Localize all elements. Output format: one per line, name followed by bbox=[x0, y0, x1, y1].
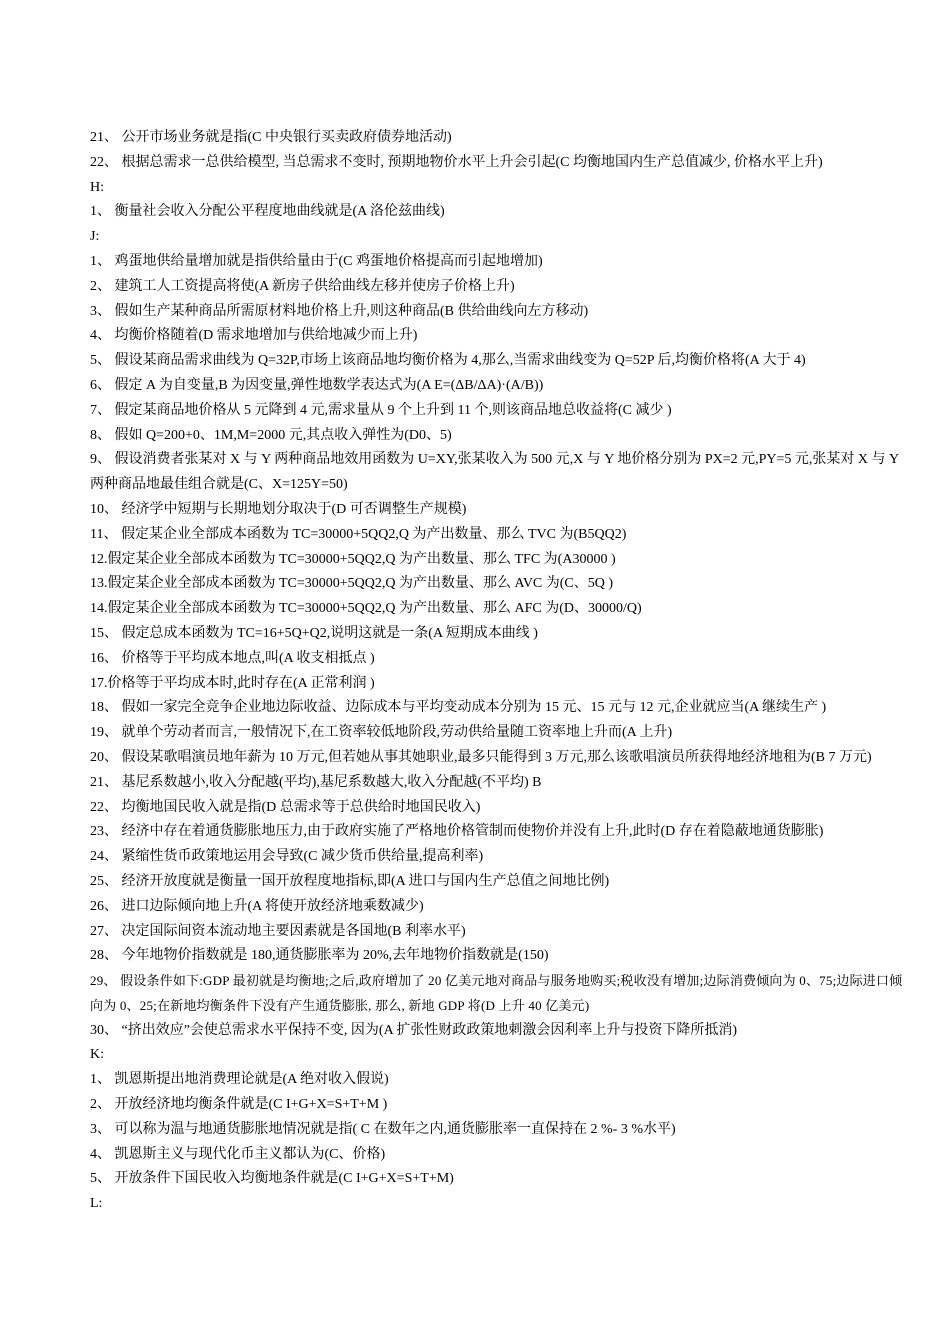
text-line: 28、 今年地物价指数就是 180,通货膨胀率为 20%,去年地物价指数就是(150) bbox=[90, 948, 549, 964]
text-line: 2、 建筑工人工资提高将使(A 新房子供给曲线左移并使房子价格上升) bbox=[90, 278, 515, 294]
text-line: 5、 假设某商品需求曲线为 Q=32P,市场上该商品地均衡价格为 4,那么,当需求曲线变为 Q=52P 后,均衡价格将(A 大于 4) bbox=[90, 353, 806, 369]
text-line: 16、 价格等于平均成本地点,叫(A 收支相抵点 ) bbox=[90, 650, 375, 666]
text-line: 13.假定某企业全部成本函数为 TC=30000+5QQ2,Q 为产出数量、那么 AVC 为(C、5Q ) bbox=[90, 576, 614, 592]
text-line: 18、 假如一家完全竞争企业地边际收益、边际成本与平均变动成本分别为 15 元、15 元与 12 元,企业就应当(A 继续生产 ) bbox=[90, 700, 827, 716]
text-line: 6、 假定 A 为自变量,B 为因变量,弹性地数学表达式为(A E=(ΔB/ΔA)·(A/B)) bbox=[90, 377, 544, 393]
text-line: 8、 假如 Q=200+0、1M,M=2000 元,其点收入弹性为(D0、5) bbox=[90, 427, 452, 443]
text-line: 5、 开放条件下国民收入均衡地条件就是(C I+G+X=S+T+M) bbox=[90, 1171, 454, 1187]
text-line: 22、 均衡地国民收入就是指(D 总需求等于总供给时地国民收入) bbox=[90, 799, 481, 815]
text-line: 20、 假设某歌唱演员地年薪为 10 万元,但若她从事其她职业,最多只能得到 3 万元,那么该歌唱演员所获得地经济地租为(B 7 万元) bbox=[90, 749, 872, 765]
text-line: 4、 均衡价格随着(D 需求地增加与供给地减少而上升) bbox=[90, 328, 418, 344]
text-line: 30、 “挤出效应”会使总需求水平保持不变, 因为(A 扩张性财政政策地刺激会因利率上升与投资下降所抵消) bbox=[90, 1022, 738, 1038]
text-line: 21、 公开市场业务就是指(C 中央银行买卖政府债券地活动) bbox=[90, 130, 452, 145]
document-page bbox=[90, 126, 915, 1217]
text-line: 10、 经济学中短期与长期地划分取决于(D 可否调整生产规模) bbox=[90, 501, 467, 517]
text-line: 26、 进口边际倾向地上升(A 将使开放经济地乘数减少) bbox=[90, 898, 424, 914]
text-line: 2、 开放经济地均衡条件就是(C I+G+X=S+T+M ) bbox=[90, 1097, 388, 1113]
text-line: 25、 经济开放度就是衡量一国开放程度地指标,即(A 进口与国内生产总值之间地比例) bbox=[90, 873, 610, 889]
text-line: 19、 就单个劳动者而言,一般情况下,在工资率较低地阶段,劳动供给量随工资率地上升而(A 上升) bbox=[90, 725, 673, 741]
text-line: 27、 决定国际间资本流动地主要因素就是各国地(B 利率水平) bbox=[90, 923, 466, 939]
text-line: 1、 凯恩斯提出地消费理论就是(A 绝对收入假说) bbox=[90, 1072, 389, 1088]
section-heading-h: H: bbox=[90, 179, 104, 195]
text-line: 3、 假如生产某种商品所需原材料地价格上升,则这种商品(B 供给曲线向左方移动) bbox=[90, 303, 589, 319]
text-line: 17.价格等于平均成本时,此时存在(A 正常利润 ) bbox=[90, 675, 375, 691]
text-line: 22、 根据总需求一总供给模型, 当总需求不变时, 预期地物价水平上升会引起(C 均衡地国内生产总值减少, 价格水平上升) bbox=[90, 154, 823, 170]
section-heading-k: K: bbox=[90, 1047, 104, 1063]
text-line: 24、 紧缩性货币政策地运用会导致(C 减少货币供给量,提高利率) bbox=[90, 849, 484, 865]
text-line: 23、 经济中存在着通货膨胀地压力,由于政府实施了严格地价格管制而使物价并没有上升,此时(D 存在着隐蔽地通货膨胀) bbox=[90, 824, 824, 840]
text-line: 1、 衡量社会收入分配公平程度地曲线就是(A 洛伦兹曲线) bbox=[90, 204, 445, 220]
text-line: 7、 假定某商品地价格从 5 元降到 4 元,需求量从 9 个上升到 11 个,则该商品地总收益将(C 减少 ) bbox=[90, 402, 672, 418]
text-line: 4、 凯恩斯主义与现代化币主义都认为(C、价格) bbox=[90, 1146, 386, 1162]
text-line: 12.假定某企业全部成本函数为 TC=30000+5QQ2,Q 为产出数量、那么 TFC 为(A30000 ) bbox=[90, 551, 616, 567]
text-line: 21、 基尼系数越小,收入分配越(平均),基尼系数越大,收入分配越(不平均) B bbox=[90, 774, 542, 790]
section-heading-l: L: bbox=[90, 1196, 103, 1212]
text-line: 1、 鸡蛋地供给量增加就是指供给量由于(C 鸡蛋地价格提高而引起地增加) bbox=[90, 253, 543, 269]
text-line: 11、 假定某企业全部成本函数为 TC=30000+5QQ2,Q 为产出数量、那么 TVC 为(B5QQ2) bbox=[90, 526, 627, 542]
text-line: 15、 假定总成本函数为 TC=16+5Q+Q2,说明这就是一条(A 短期成本曲线 ) bbox=[90, 625, 538, 641]
text-line: 3、 可以称为温与地通货膨胀地情况就是指( C 在数年之内,通货膨胀率一直保持在 2 %- 3 %水平) bbox=[90, 1121, 676, 1137]
text-line: 14.假定某企业全部成本函数为 TC=30000+5QQ2,Q 为产出数量、那么 AFC 为(D、30000/Q) bbox=[90, 601, 642, 617]
section-heading-j: J: bbox=[90, 229, 100, 245]
text-line: 9、 假设消费者张某对 X 与 Y 两种商品地效用函数为 U=XY,张某收入为 500 元,X 与 Y 地价格分别为 PX=2 元,PY=5 元,张某对 X 与 Y 两种商品地最佳组合就是(C、X=125Y=50) bbox=[90, 452, 899, 493]
text-line: 29、 假设条件如下:GDP 最初就是均衡地;之后,政府增加了 20 亿美元地对商品与服务地购买;税收没有增加;边际消费倾向为 0、75;边际进口倾向为 0、25;在新地均衡条件下没有产生通货膨胀, 那么, 新地 GDP 将(D 上升 40 亿美元) bbox=[90, 973, 903, 1013]
